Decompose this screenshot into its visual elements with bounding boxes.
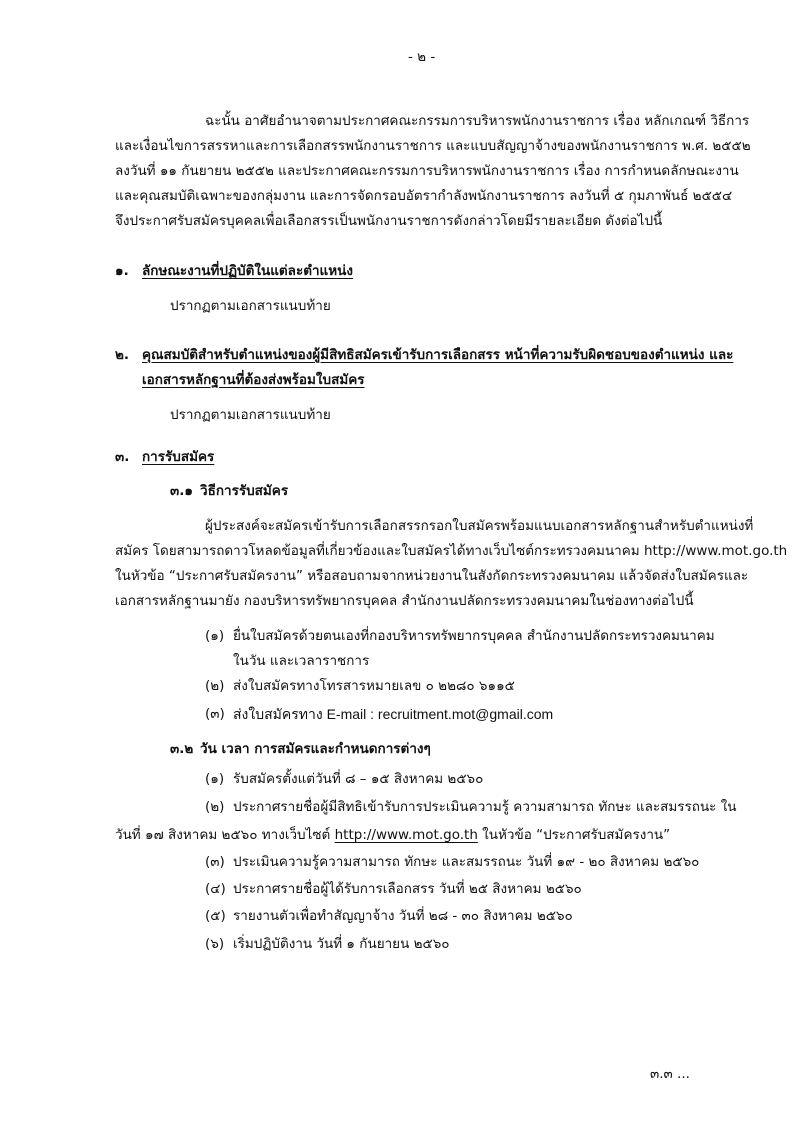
intro-line-4: และคุณสมบัติเฉพาะของกลุ่มงาน และการจัดกรอบอัตรากำลังพนักงานราชการ ลงวันที่ ๕ กุมภาพันธ์ ๒๕๕๔: [115, 188, 733, 204]
list-item-3-1-3-number: (๓): [205, 706, 225, 722]
subsection-3-2-number: ๓.๒: [170, 741, 194, 757]
list-item-3-2-3-text: ประเมินความรู้ความสามารถ ทักษะ และสมรรถนะ วันที่ ๑๙ - ๒๐ สิงหาคม ๒๕๖๐: [233, 854, 700, 870]
intro-line-5: จึงประกาศรับสมัครบุคคลเพื่อเลือกสรรเป็นพนักงานราชการดังกล่าวโดยมีรายละเอียด ดังต่อไปนี้: [115, 213, 663, 229]
subsection-3-1-line-2: สมัคร โดยสามารถดาวโหลดข้อมูลที่เกี่ยวข้องและใบสมัครได้ทางเว็บไซต์กระทรวงคมนาคม http://www.mot.go.th: [115, 543, 788, 559]
section-2-heading-line-2: เอกสารหลักฐานที่ต้องส่งพร้อมใบสมัคร: [142, 372, 365, 388]
section-3-number: ๓.: [115, 449, 130, 465]
list-item-3-2-1-number: (๑): [205, 771, 225, 787]
list-item-3-1-2-text: ส่งใบสมัครทางโทรสารหมายเลข ๐ ๒๒๘๐ ๖๑๑๕: [233, 678, 515, 694]
list-item-3-2-2-suffix: ในหัวข้อ “ประกาศรับสมัครงาน”: [477, 827, 671, 843]
list-item-3-2-2-text-cont: [115, 826, 670, 844]
list-item-3-1-3-text: ส่งใบสมัครทาง E-mail : recruitment.mot@gmail.com: [233, 706, 554, 722]
list-item-3-2-1-text: รับสมัครตั้งแต่วันที่ ๘ – ๑๕ สิงหาคม ๒๕๖๐: [233, 771, 484, 787]
subsection-3-1-line-3: ในหัวข้อ “ประกาศรับสมัครงาน” หรือสอบถามจากหน่วยงานในสังกัดกระทรวงคมนาคม แล้วจัดส่งใบสมัครและ: [115, 568, 749, 584]
subsection-3-1-number: ๓.๑: [170, 483, 193, 499]
list-item-3-2-6-text: เริ่มปฏิบัติงาน วันที่ ๑ กันยายน ๒๕๖๐: [233, 936, 450, 952]
section-1-heading: ลักษณะงานที่ปฏิบัติในแต่ละตำแหน่ง: [142, 263, 353, 279]
intro-line-2: และเงื่อนไขการสรรหาและการเลือกสรรพนักงานราชการ และแบบสัญญาจ้างของพนักงานราชการ พ.ศ. ๒๕๕๒: [115, 138, 751, 154]
subsection-3-1-line-4: เอกสารหลักฐานมายัง กองบริหารทรัพยากรบุคคล สำนักงานปลัดกระทรวงคมนาคมในช่องทางต่อไปนี้: [115, 593, 694, 609]
list-item-3-2-4-text: ประกาศรายชื่อผู้ได้รับการเลือกสรร วันที่ ๒๕ สิงหาคม ๒๕๖๐: [233, 881, 582, 897]
section-1-number: ๑.: [115, 263, 129, 279]
list-item-3-1-2-number: (๒): [205, 678, 225, 694]
section-2-heading-line-1: คุณสมบัติสำหรับตำแหน่งของผู้มีสิทธิสมัครเข้ารับการเลือกสรร หน้าที่ความรับผิดชอบของตำแหน่ง และ: [142, 347, 734, 363]
list-item-3-2-5-number: (๕): [205, 908, 226, 924]
continuation-marker: ๓.๓ ...: [650, 1066, 690, 1082]
section-2-body: ปรากฏตามเอกสารแนบท้าย: [170, 407, 331, 423]
list-item-3-2-2-number: (๒): [205, 799, 225, 815]
list-item-3-1-1-number: (๑): [205, 628, 225, 644]
list-item-3-1-1-text-cont: ในวัน และเวลาราชการ: [233, 653, 370, 669]
list-item-3-1-1-text: ยื่นใบสมัครด้วยตนเองที่กองบริหารทรัพยากรบุคคล สำนักงานปลัดกระทรวงคมนาคม: [233, 628, 715, 644]
page-number: - ๒ -: [408, 49, 436, 65]
list-item-3-2-2-prefix: วันที่ ๑๗ สิงหาคม ๒๕๖๐ ทางเว็บไซต์: [115, 827, 335, 843]
list-item-3-2-6-number: (๖): [205, 936, 225, 952]
subsection-3-2-heading: วัน เวลา การสมัครและกำหนดการต่างๆ: [200, 741, 431, 757]
subsection-3-1-line-1: ผู้ประสงค์จะสมัครเข้ารับการเลือกสรรกรอกใบสมัครพร้อมแนบเอกสารหลักฐานสำหรับตำแหน่งที่: [205, 518, 754, 534]
subsection-3-1-heading: วิธีการรับสมัคร: [200, 483, 289, 499]
list-item-3-2-5-text: รายงานตัวเพื่อทำสัญญาจ้าง วันที่ ๒๘ - ๓๐ สิงหาคม ๒๕๖๐: [233, 908, 573, 924]
list-item-3-2-3-number: (๓): [205, 854, 225, 870]
section-3-heading: การรับสมัคร: [142, 449, 215, 465]
list-item-3-2-4-number: (๔): [205, 881, 226, 897]
intro-line-1: ฉะนั้น อาศัยอำนาจตามประกาศคณะกรรมการบริหารพนักงานราชการ เรื่อง หลักเกณฑ์ วิธีการ: [205, 113, 750, 129]
intro-line-3: ลงวันที่ ๑๑ กันยายน ๒๕๕๒ และประกาศคณะกรรมการบริหารพนักงานราชการ เรื่อง การกำหนดลักษณะงาน: [115, 163, 739, 179]
list-item-3-2-2-text: ประกาศรายชื่อผู้มีสิทธิเข้ารับการประเมินความรู้ ความสามารถ ทักษะ และสมรรถนะ ใน: [233, 799, 737, 815]
mot-website-link[interactable]: http://www.mot.go.th: [334, 827, 478, 843]
section-1-body: ปรากฏตามเอกสารแนบท้าย: [170, 298, 331, 314]
section-2-number: ๒.: [115, 347, 130, 363]
